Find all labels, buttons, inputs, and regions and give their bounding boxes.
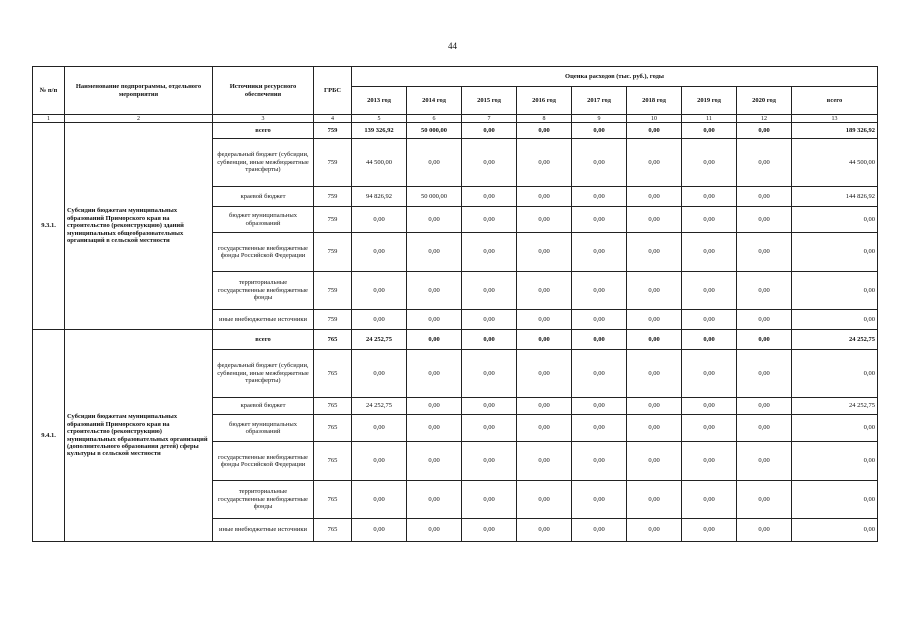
year-value: 0,00 xyxy=(737,519,792,542)
funding-source: федеральный бюджет (субсидии, субвенции, иные межбюджетные трансферты) xyxy=(213,350,314,398)
year-value: 0,00 xyxy=(462,442,517,481)
grbs-code: 765 xyxy=(314,398,352,415)
grbs-code: 765 xyxy=(314,519,352,542)
year-value: 0,00 xyxy=(682,350,737,398)
year-value: 44 500,00 xyxy=(352,139,407,187)
year-value: 0,00 xyxy=(627,330,682,350)
year-value: 0,00 xyxy=(352,233,407,272)
year-value: 0,00 xyxy=(627,415,682,442)
header-year: 2019 год xyxy=(682,87,737,115)
year-value: 0,00 xyxy=(407,139,462,187)
year-value: 0,00 xyxy=(682,398,737,415)
year-value: 0,00 xyxy=(517,442,572,481)
year-value: 0,00 xyxy=(737,330,792,350)
year-value: 0,00 xyxy=(407,415,462,442)
year-value: 0,00 xyxy=(572,442,627,481)
year-value: 0,00 xyxy=(462,330,517,350)
year-value: 0,00 xyxy=(517,272,572,310)
column-number: 3 xyxy=(213,115,314,123)
total-value: 144 826,92 xyxy=(792,187,878,207)
year-value: 24 252,75 xyxy=(352,330,407,350)
grbs-code: 765 xyxy=(314,415,352,442)
year-value: 0,00 xyxy=(682,330,737,350)
year-value: 0,00 xyxy=(517,519,572,542)
funding-source: иные внебюджетные источники xyxy=(213,310,314,330)
year-value: 0,00 xyxy=(462,481,517,519)
year-value: 0,00 xyxy=(352,481,407,519)
funding-source: бюджет муниципальных образований xyxy=(213,207,314,233)
year-value: 0,00 xyxy=(572,330,627,350)
year-value: 0,00 xyxy=(352,310,407,330)
year-value: 0,00 xyxy=(627,207,682,233)
year-value: 0,00 xyxy=(682,187,737,207)
header-estimate: Оценка расходов (тыс. руб.), годы xyxy=(352,67,878,87)
year-value: 0,00 xyxy=(572,139,627,187)
year-value: 0,00 xyxy=(737,398,792,415)
year-value: 0,00 xyxy=(572,310,627,330)
column-number: 12 xyxy=(737,115,792,123)
column-number: 5 xyxy=(352,115,407,123)
year-value: 0,00 xyxy=(737,310,792,330)
year-value: 0,00 xyxy=(682,123,737,139)
year-value: 0,00 xyxy=(682,415,737,442)
year-value: 0,00 xyxy=(517,398,572,415)
header-year: всего xyxy=(792,87,878,115)
year-value: 0,00 xyxy=(462,519,517,542)
year-value: 0,00 xyxy=(737,187,792,207)
year-value: 0,00 xyxy=(352,350,407,398)
header-year: 2020 год xyxy=(737,87,792,115)
year-value: 0,00 xyxy=(627,310,682,330)
year-value: 0,00 xyxy=(682,207,737,233)
grbs-code: 759 xyxy=(314,139,352,187)
year-value: 0,00 xyxy=(682,442,737,481)
year-value: 0,00 xyxy=(462,123,517,139)
year-value: 0,00 xyxy=(627,233,682,272)
funding-source: государственные внебюджетные фонды Российской Федерации xyxy=(213,233,314,272)
year-value: 0,00 xyxy=(572,398,627,415)
year-value: 0,00 xyxy=(737,442,792,481)
year-value: 0,00 xyxy=(517,187,572,207)
year-value: 0,00 xyxy=(517,350,572,398)
year-value: 0,00 xyxy=(737,350,792,398)
column-number: 8 xyxy=(517,115,572,123)
total-value: 24 252,75 xyxy=(792,330,878,350)
year-value: 0,00 xyxy=(462,187,517,207)
page-number: 44 xyxy=(448,41,457,51)
year-value: 0,00 xyxy=(737,415,792,442)
header-year: 2018 год xyxy=(627,87,682,115)
year-value: 0,00 xyxy=(572,350,627,398)
year-value: 0,00 xyxy=(627,187,682,207)
total-value: 0,00 xyxy=(792,481,878,519)
header-year: 2015 год xyxy=(462,87,517,115)
year-value: 0,00 xyxy=(572,207,627,233)
year-value: 0,00 xyxy=(572,415,627,442)
year-value: 0,00 xyxy=(462,272,517,310)
year-value: 0,00 xyxy=(737,123,792,139)
year-value: 0,00 xyxy=(517,415,572,442)
year-value: 0,00 xyxy=(462,207,517,233)
funding-source: всего xyxy=(213,123,314,139)
year-value: 0,00 xyxy=(517,123,572,139)
funding-source: территориальные государственные внебюджетные фонды xyxy=(213,481,314,519)
year-value: 0,00 xyxy=(517,207,572,233)
table-row xyxy=(33,123,878,139)
year-value: 0,00 xyxy=(407,233,462,272)
year-value: 0,00 xyxy=(682,139,737,187)
year-value: 0,00 xyxy=(572,233,627,272)
year-value: 0,00 xyxy=(737,139,792,187)
header-year: 2017 год xyxy=(572,87,627,115)
year-value: 0,00 xyxy=(462,139,517,187)
year-value: 50 000,00 xyxy=(407,123,462,139)
grbs-code: 765 xyxy=(314,350,352,398)
total-value: 0,00 xyxy=(792,350,878,398)
year-value: 94 826,92 xyxy=(352,187,407,207)
year-value: 0,00 xyxy=(627,123,682,139)
grbs-code: 759 xyxy=(314,233,352,272)
total-value: 0,00 xyxy=(792,415,878,442)
year-value: 0,00 xyxy=(517,233,572,272)
year-value: 0,00 xyxy=(627,442,682,481)
header-year: 2014 год xyxy=(407,87,462,115)
funding-source: иные внебюджетные источники xyxy=(213,519,314,542)
year-value: 0,00 xyxy=(407,272,462,310)
grbs-code: 759 xyxy=(314,272,352,310)
funding-source: краевой бюджет xyxy=(213,187,314,207)
measure-number: 9.4.1. xyxy=(33,330,65,542)
column-number: 6 xyxy=(407,115,462,123)
column-number: 1 xyxy=(33,115,65,123)
year-value: 0,00 xyxy=(517,330,572,350)
year-value: 0,00 xyxy=(572,123,627,139)
year-value: 0,00 xyxy=(352,519,407,542)
year-value: 0,00 xyxy=(407,350,462,398)
total-value: 0,00 xyxy=(792,207,878,233)
column-number: 4 xyxy=(314,115,352,123)
measure-name: Субсидии бюджетам муниципальных образований Приморского края на строительство (реконструкцию) муниципальных образовательных организаций (дополнительного образования детей) сферы культуры в сельской местности xyxy=(65,330,213,542)
year-value: 0,00 xyxy=(407,207,462,233)
year-value: 0,00 xyxy=(627,272,682,310)
year-value: 0,00 xyxy=(462,310,517,330)
year-value: 0,00 xyxy=(462,398,517,415)
year-value: 50 000,00 xyxy=(407,187,462,207)
year-value: 0,00 xyxy=(407,310,462,330)
year-value: 0,00 xyxy=(462,415,517,442)
year-value: 0,00 xyxy=(462,350,517,398)
table-row xyxy=(33,330,878,350)
year-value: 0,00 xyxy=(737,233,792,272)
grbs-code: 759 xyxy=(314,123,352,139)
year-value: 0,00 xyxy=(627,519,682,542)
year-value: 0,00 xyxy=(572,481,627,519)
year-value: 0,00 xyxy=(572,519,627,542)
total-value: 189 326,92 xyxy=(792,123,878,139)
year-value: 0,00 xyxy=(682,310,737,330)
year-value: 139 326,92 xyxy=(352,123,407,139)
column-number: 7 xyxy=(462,115,517,123)
funding-source: краевой бюджет xyxy=(213,398,314,415)
header-year: 2016 год xyxy=(517,87,572,115)
year-value: 0,00 xyxy=(407,398,462,415)
year-value: 0,00 xyxy=(682,481,737,519)
year-value: 0,00 xyxy=(682,272,737,310)
grbs-code: 759 xyxy=(314,207,352,233)
column-number: 13 xyxy=(792,115,878,123)
year-value: 0,00 xyxy=(682,519,737,542)
grbs-code: 759 xyxy=(314,310,352,330)
year-value: 0,00 xyxy=(627,350,682,398)
measure-number: 9.3.1. xyxy=(33,123,65,330)
year-value: 0,00 xyxy=(407,481,462,519)
budget-table xyxy=(32,66,878,542)
total-value: 0,00 xyxy=(792,519,878,542)
header-name: Наименование подпрограммы, отдельного мероприятия xyxy=(65,67,213,115)
column-number: 11 xyxy=(682,115,737,123)
measure-name: Субсидии бюджетам муниципальных образований Приморского края на строительство (реконструкцию) зданий муниципальных общеобразовательных организаций в сельской местности xyxy=(65,123,213,330)
grbs-code: 759 xyxy=(314,187,352,207)
total-value: 0,00 xyxy=(792,272,878,310)
grbs-code: 765 xyxy=(314,481,352,519)
year-value: 0,00 xyxy=(352,272,407,310)
total-value: 0,00 xyxy=(792,442,878,481)
year-value: 0,00 xyxy=(627,139,682,187)
funding-source: всего xyxy=(213,330,314,350)
year-value: 0,00 xyxy=(352,415,407,442)
year-value: 0,00 xyxy=(682,233,737,272)
header-no: № п/п xyxy=(33,67,65,115)
year-value: 0,00 xyxy=(352,207,407,233)
funding-source: федеральный бюджет (субсидии, субвенции, иные межбюджетные трансферты) xyxy=(213,139,314,187)
column-number: 9 xyxy=(572,115,627,123)
year-value: 0,00 xyxy=(737,481,792,519)
funding-source: бюджет муниципальных образований xyxy=(213,415,314,442)
year-value: 0,00 xyxy=(407,442,462,481)
header-grbs: ГРБС xyxy=(314,67,352,115)
year-value: 0,00 xyxy=(627,481,682,519)
total-value: 0,00 xyxy=(792,310,878,330)
header-source: Источники ресурсного обеспечения xyxy=(213,67,314,115)
year-value: 0,00 xyxy=(352,442,407,481)
total-value: 44 500,00 xyxy=(792,139,878,187)
year-value: 0,00 xyxy=(407,519,462,542)
year-value: 0,00 xyxy=(462,233,517,272)
year-value: 0,00 xyxy=(407,330,462,350)
year-value: 0,00 xyxy=(517,481,572,519)
year-value: 0,00 xyxy=(737,272,792,310)
grbs-code: 765 xyxy=(314,330,352,350)
total-value: 0,00 xyxy=(792,233,878,272)
funding-source: территориальные государственные внебюджетные фонды xyxy=(213,272,314,310)
year-value: 0,00 xyxy=(572,272,627,310)
total-value: 24 252,75 xyxy=(792,398,878,415)
year-value: 0,00 xyxy=(572,187,627,207)
year-value: 24 252,75 xyxy=(352,398,407,415)
year-value: 0,00 xyxy=(737,207,792,233)
header-year: 2013 год xyxy=(352,87,407,115)
funding-source: государственные внебюджетные фонды Российской Федерации xyxy=(213,442,314,481)
year-value: 0,00 xyxy=(517,310,572,330)
year-value: 0,00 xyxy=(517,139,572,187)
grbs-code: 765 xyxy=(314,442,352,481)
year-value: 0,00 xyxy=(627,398,682,415)
column-number: 2 xyxy=(65,115,213,123)
column-number: 10 xyxy=(627,115,682,123)
